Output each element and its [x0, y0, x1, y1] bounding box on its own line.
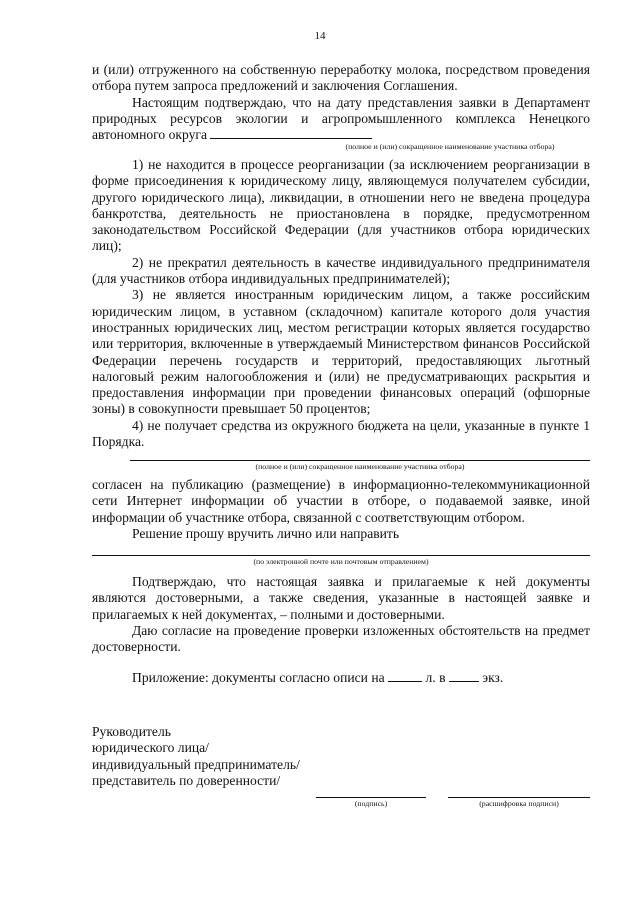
confirm-paragraph: Подтверждаю, что настоящая заявка и прилагаемые к ней документы являются достоверными, а также сведения, указанные в настоящей заявке и прилагаемых к ней документах, – полными и достоверными. — [92, 574, 590, 622]
page-number: 14 — [314, 30, 326, 42]
signatory-block — [92, 724, 352, 789]
signatory-line-3: индивидуальный предприниматель/ — [92, 756, 300, 772]
item-2: 2) не прекратил деятельность в качестве индивидуального предпринимателя (для участников отбора индивидуальных предпринимателей); — [92, 254, 590, 287]
intro-block — [92, 62, 590, 143]
consent-paragraph: согласен на публикацию (размещение) в информационно-телекоммуникационной сети Интернет информации об участии в отборе, о подаваемой заявке, иной информации об участнике отбора, связанной с соответствующим отбором. — [92, 477, 590, 525]
signatory-line-1: Руководитель — [92, 724, 171, 739]
signatory-line-4: представитель по доверенности/ — [92, 772, 281, 788]
intro-paragraph-1: и (или) отгруженного на собственную переработку молока, посредством проведения отбора путем запроса предложений и заключения Соглашения. — [92, 62, 590, 94]
signature-decode-line[interactable] — [448, 797, 590, 798]
participant-name-line-1[interactable] — [210, 138, 372, 139]
participant-name-line-2[interactable] — [130, 460, 590, 461]
item-1: 1) не находится в процессе реорганизации (за исключением реорганизации в форме присоединения к юридическому лицу, являющемуся получателем субсидии, другого юридического лица), ликвидации, в отношении него не введена процедура банкротства, деятельность не приостановлена в порядке, предусмотренном законодательством Российской Федерации (для участников отбора юридических лиц); — [92, 157, 590, 254]
delivery-method-line[interactable] — [92, 555, 590, 556]
caption-participant-2: (полное и (или) сокращенное наименование участника отбора) — [255, 462, 465, 471]
verify-paragraph: Даю согласие на проведение проверки изложенных обстоятельств на предмет достоверности. — [92, 622, 590, 655]
caption-signature: (подпись) — [354, 799, 388, 808]
signature-line[interactable] — [316, 797, 426, 798]
signatory-line-2: юридического лица/ — [92, 740, 209, 756]
confirm-block — [92, 574, 590, 655]
caption-delivery: (по электронной почте или почтовым отправлением) — [253, 557, 429, 566]
caption-signature-decode: (расшифровка подписи) — [479, 799, 559, 808]
appendix-line: Приложение: документы согласно описи на л. в экз. — [132, 670, 504, 685]
decision-paragraph: Решение прошу вручить лично или направить — [132, 525, 400, 541]
item-3: 3) не является иностранным юридическим лицом, а также российским юридическим лицом, в уставном (складочном) капитале которого доля участия иностранных юридических лиц, местом регистрации которых является государство или территория, включенные в утверждаемый Министерством финансов Российской Федерации перечень государств и территорий, предоставляющих льготный налоговый режим налогообложения и (или) не предусматривающих раскрытия и предоставления информации при проведении финансовых операций (офшорные зоны) в совокупности превышает 50 процентов; — [92, 287, 590, 417]
sheets-count-field[interactable] — [388, 681, 422, 682]
item-4: 4) не получает средства из окружного бюджета на цели, указанные в пункте 1 Порядка. — [92, 417, 590, 450]
caption-participant-1: (полное и (или) сокращенное наименование участника отбора) — [345, 142, 555, 151]
items-block — [92, 157, 590, 450]
consent-block — [92, 477, 590, 542]
copies-count-field[interactable] — [449, 681, 479, 682]
intro-paragraph-2: Настоящим подтверждаю, что на дату представления заявки в Департамент природных ресурсов экологии и агропромышленного комплекса Ненецкого автономного округа — [92, 94, 590, 143]
